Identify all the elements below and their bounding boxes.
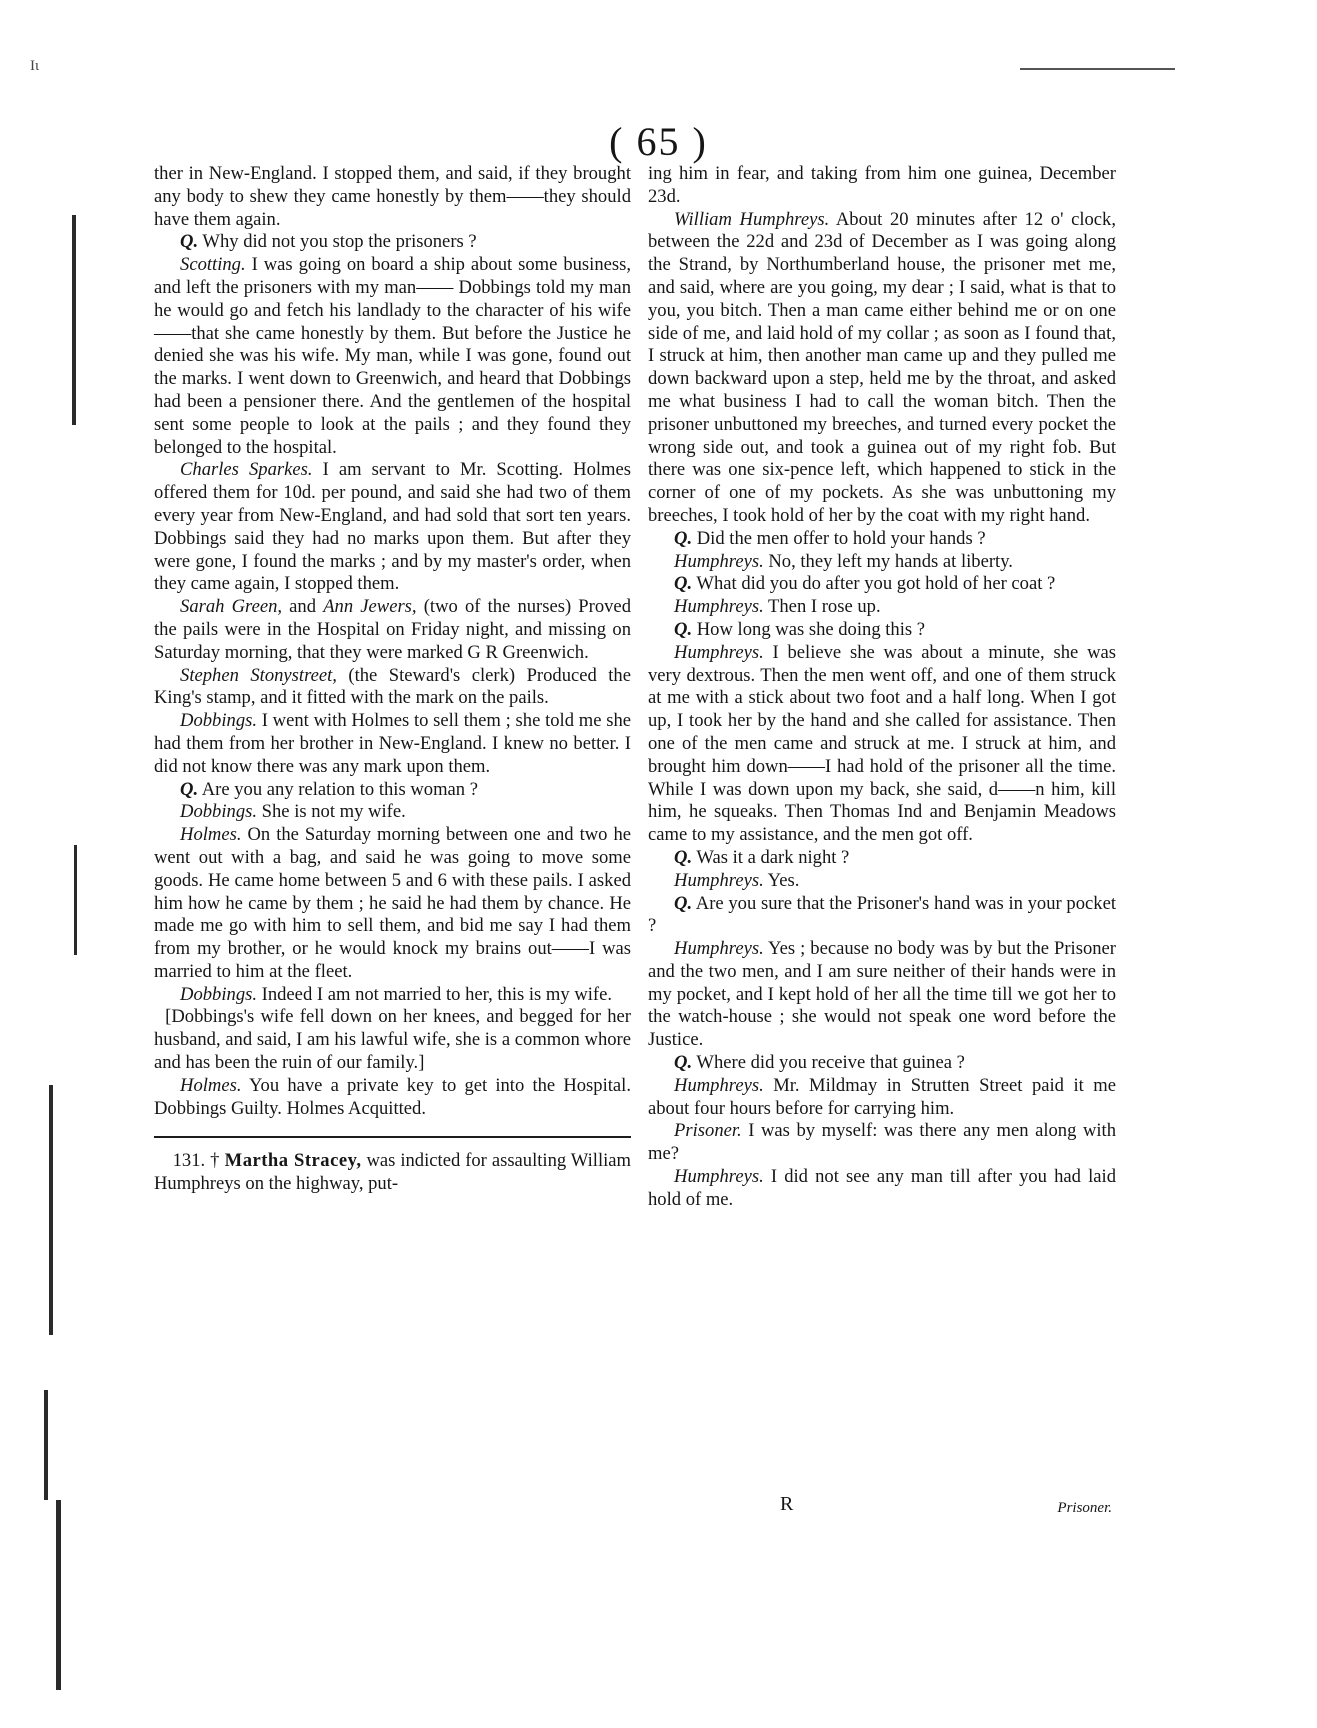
speaker-name: Humphreys. bbox=[674, 641, 764, 663]
paragraph bbox=[648, 528, 1116, 551]
paragraph-text: ther in New-England. I stopped them, and said, if they brought any body to shew they came honestly by them——they should have them again. bbox=[154, 163, 631, 230]
paragraph-text: Yes. bbox=[763, 869, 800, 891]
paragraph bbox=[154, 163, 631, 231]
paragraph bbox=[648, 209, 1116, 528]
paragraph bbox=[648, 163, 1116, 209]
signature-mark: R bbox=[780, 1493, 794, 1515]
paragraph bbox=[648, 938, 1116, 1052]
paragraph-text: I believe she was about a minute, she was very dextrous. Then the men went off, and one of them struck at me with a stick about two foot and a half long. When I got up, I took her by the hand and she called for assistance. Then one of the men came and struck at me. I struck at him, and brought him down——I had hold of the prisoner all the time. While I was down upon my back, she said, d——n him, kill him, he squeaks. Then Thomas Ind and Benjamin Meadows came to my assistance, and the men got off. bbox=[648, 641, 1116, 846]
paragraph-text: No, they left my hands at liberty. bbox=[763, 550, 1013, 572]
paragraph-text: Indeed I am not married to her, this is my wife. bbox=[257, 983, 613, 1005]
question-mark-label: Q. bbox=[674, 846, 693, 868]
left-column bbox=[154, 163, 631, 1196]
paragraph-text: Yes ; because no body was by but the Prisoner and the two men, and I am sure neither of their hands were in my pocket, and I kept hold of her all the time till we got her to the watch-house ; she would not speak one word before the Justice. bbox=[648, 938, 1116, 1051]
paragraph bbox=[648, 870, 1116, 893]
paragraph bbox=[648, 619, 1116, 642]
scan-edge-mark bbox=[44, 1390, 48, 1500]
paragraph-text: was indicted for assaulting William Humphreys on the highway, put- bbox=[154, 1150, 631, 1195]
question-mark-label: Q. bbox=[674, 527, 693, 549]
paragraph bbox=[154, 779, 631, 802]
speaker-name: Humphreys. bbox=[674, 550, 764, 572]
paragraph bbox=[154, 710, 631, 778]
speaker-name: Humphreys. bbox=[674, 596, 764, 618]
paragraph-text: About 20 minutes after 12 o' clock, between the 22d and 23d of December as I was going along the Strand, by Northumberland house, the prisoner met me, and said, where are you going, my dear ; I said, what is that to you, you bitch. Then a man came either behind me or on one side of me, and laid hold of my collar ; as soon as I found that, I struck at him, then another man came up and they pulled me down backward upon a step, held me by the throat, and asked me what business I had to call the woman bitch. Then the prisoner unbuttoned my breeches, and turned every pocket the wrong side out, and took a guinea out of my right fob. But there was one six-pence left, which happened to stick in the corner of one of my pockets. As she was unbuttoning my breeches, I took hold of her by the coat with my right hand. bbox=[648, 208, 1116, 526]
scan-edge-mark bbox=[49, 1085, 53, 1335]
question-mark-label: Q. bbox=[180, 231, 199, 253]
speaker-name: Humphreys. bbox=[674, 1074, 764, 1096]
paragraph-text: I was going on board a ship about some business, and left the prisoners with my man—— Dobbings told my man he would go and fetch his landlady to the character of his wife——that she came honestly by them. But before the Justice he denied she was his wife. My man, while I was gone, found out the marks. I went down to Greenwich, and heard that Dobbings had been a pensioner there. And the gentlemen of the hospital sent some people to look at the pails ; and they found they belonged to the hospital. bbox=[154, 254, 631, 458]
paragraph-text: Did the men offer to hold your hands ? bbox=[692, 527, 986, 549]
question-mark-label: Q. bbox=[674, 573, 693, 595]
paragraph-text: Then I rose up. bbox=[763, 596, 881, 618]
paragraph-text: You have a private key to get into the Hospital. Dobbings Guilty. Holmes Acquitted. bbox=[154, 1074, 631, 1119]
paragraph bbox=[154, 596, 631, 664]
speaker-name: Prisoner. bbox=[674, 1120, 742, 1142]
paragraph-text: How long was she doing this ? bbox=[692, 618, 926, 640]
paragraph bbox=[648, 1052, 1116, 1075]
speaker-name: Humphreys. bbox=[674, 869, 764, 891]
scan-edge-mark bbox=[74, 845, 77, 955]
paragraph-text: ing him in fear, and taking from him one guinea, December 23d. bbox=[648, 163, 1116, 207]
speaker-name: Stephen Stonystreet, bbox=[180, 664, 337, 686]
paragraph-text: Why did not you stop the prisoners ? bbox=[198, 231, 477, 253]
paragraph-text: I was by myself: was there any men along with me? bbox=[648, 1120, 1116, 1165]
page-number: ( 65 ) bbox=[609, 119, 708, 164]
speaker-name: Humphreys. bbox=[674, 938, 764, 960]
speaker-name: Scotting. bbox=[180, 254, 246, 276]
paragraph bbox=[154, 801, 631, 824]
paragraph-text: and bbox=[282, 596, 324, 618]
paragraph-text: I did not see any man till after you had laid hold of me. bbox=[648, 1166, 1116, 1210]
question-mark-label: Q. bbox=[674, 892, 693, 914]
question-mark-label: Q. bbox=[674, 618, 693, 640]
paragraph bbox=[648, 1120, 1116, 1166]
speaker-name: Holmes. bbox=[180, 1074, 242, 1096]
defendant-name: Martha Stracey, bbox=[224, 1150, 362, 1172]
paragraph-text: Mr. Mildmay in Strutten Street paid it me about four hours before for carrying him. bbox=[648, 1074, 1116, 1119]
paragraph-text: [Dobbings's wife fell down on her knees, and begged for her husband, and said, I am his lawful wife, she is a common whore and has been the ruin of our family.] bbox=[154, 1006, 631, 1074]
speaker-name: Dobbings. bbox=[180, 801, 257, 823]
paragraph bbox=[154, 1006, 631, 1074]
scan-edge-mark bbox=[56, 1500, 61, 1690]
paragraph-text: I am servant to Mr. Scotting. Holmes offered them for 10d. per pound, and said she had two of them every year from New-England, and had sold that sort ten years. Dobbings said they had no marks upon them. But after they were gone, I found the marks ; and by my master's order, when they came again, I stopped them. bbox=[154, 459, 631, 595]
speaker-name: Dobbings. bbox=[180, 710, 257, 732]
margin-mark: Ιι bbox=[30, 58, 40, 74]
paragraph-text: She is not my wife. bbox=[257, 801, 406, 823]
paragraph-text: Are you sure that the Prisoner's hand was in your pocket ? bbox=[648, 892, 1116, 937]
question-mark-label: Q. bbox=[674, 1052, 693, 1074]
paragraph bbox=[648, 893, 1116, 939]
paragraph-text: Where did you receive that guinea ? bbox=[692, 1052, 965, 1074]
paragraph bbox=[648, 573, 1116, 596]
paragraph bbox=[154, 254, 631, 459]
paragraph bbox=[154, 665, 631, 711]
paragraph-text: I went with Holmes to sell them ; she told me she had them from her brother in New-England. I knew no better. I did not know there was any mark upon them. bbox=[154, 710, 631, 777]
paragraph bbox=[154, 824, 631, 984]
speaker-name: Charles Sparkes. bbox=[180, 459, 313, 481]
paragraph bbox=[154, 231, 631, 254]
paragraph-text: Was it a dark night ? bbox=[692, 846, 850, 868]
paragraph-text: (the Steward's clerk) Produced the King's stamp, and it fitted with the mark on the pails. bbox=[154, 664, 631, 709]
paragraph bbox=[648, 642, 1116, 847]
case-entry bbox=[154, 1150, 631, 1196]
section-rule bbox=[154, 1136, 631, 1138]
paragraph-text: Are you any relation to this woman ? bbox=[198, 778, 478, 800]
paragraph bbox=[648, 596, 1116, 619]
question-mark-label: Q. bbox=[180, 778, 199, 800]
speaker-name: William Humphreys. bbox=[674, 208, 830, 230]
paragraph bbox=[648, 551, 1116, 574]
catchword: Prisoner. bbox=[1057, 1500, 1112, 1516]
paragraph bbox=[648, 1075, 1116, 1121]
speaker-name: Dobbings. bbox=[180, 983, 257, 1005]
speaker-name: Ann Jewers, bbox=[323, 596, 417, 618]
paragraph bbox=[154, 459, 631, 596]
paragraph bbox=[154, 1075, 631, 1121]
paragraph-text: On the Saturday morning between one and two he went out with a bag, and said he was going to move some goods. He came home between 5 and 6 with these pails. I asked him how he came by them ; he said he had them by chance. He made me go with him to sell them, and bid me say I had them from my brother, or he would knock my brains out——I was married to him at the fleet. bbox=[154, 824, 631, 982]
paragraph-text: What did you do after you got hold of her coat ? bbox=[692, 573, 1056, 595]
paragraph bbox=[154, 984, 631, 1007]
speaker-name: Humphreys. bbox=[674, 1166, 764, 1188]
speaker-name: Holmes. bbox=[180, 824, 242, 846]
paragraph bbox=[648, 1166, 1116, 1212]
scan-edge-mark bbox=[72, 215, 76, 425]
paragraph-text: (two of the nurses) Proved the pails were in the Hospital on Friday night, and missing on Saturday morning, that they were marked G R Greenwich. bbox=[154, 596, 631, 663]
case-number: 131. † bbox=[172, 1150, 220, 1172]
right-column bbox=[648, 163, 1116, 1212]
speaker-name: Sarah Green, bbox=[180, 596, 283, 618]
paragraph bbox=[648, 847, 1116, 870]
scan-edge-mark bbox=[1020, 68, 1175, 70]
